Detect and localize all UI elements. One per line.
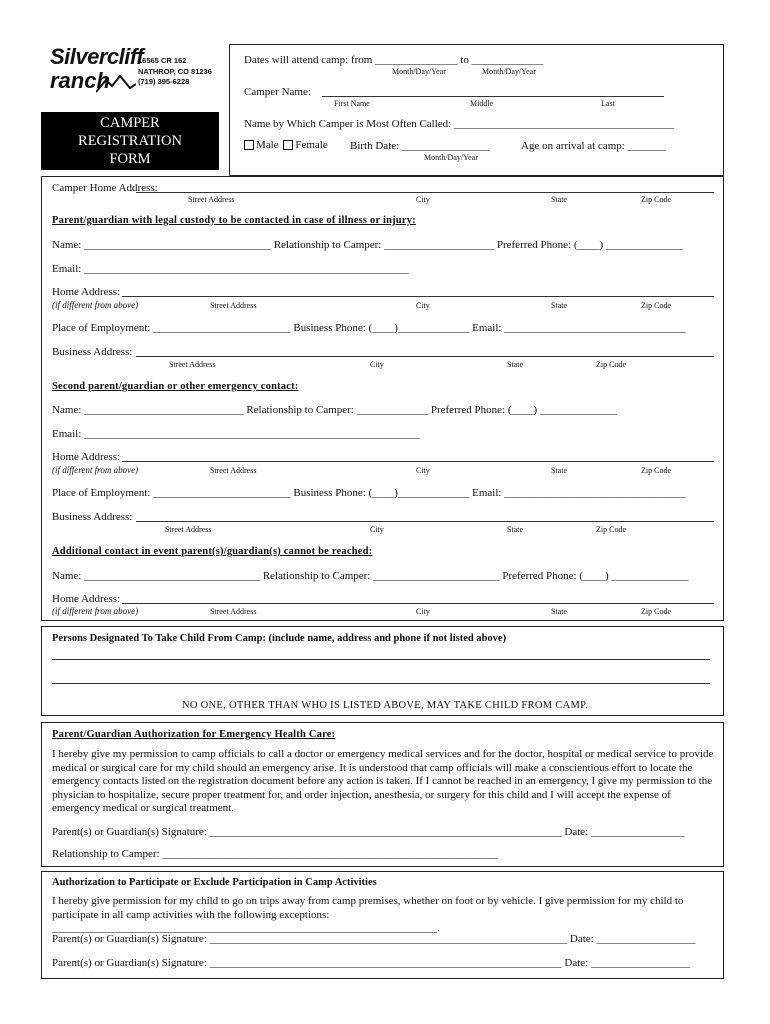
- activities-signature-row-1[interactable]: Parent(s) or Guardian(s) Signature: _________________________________________________________________ Date: __________________: [52, 933, 696, 945]
- camper-home-address-field[interactable]: [136, 192, 714, 193]
- male-label: Male: [256, 139, 279, 151]
- state-sub: State: [551, 607, 567, 616]
- if-different-note: (if different from above): [52, 606, 139, 616]
- city-sub: City: [370, 360, 384, 369]
- state-sub: State: [551, 301, 567, 310]
- zip-sub: Zip Code: [641, 607, 671, 616]
- zip-sub: Zip Code: [596, 525, 626, 534]
- if-different-note: (if different from above): [52, 465, 139, 475]
- parent2-business-address-label: Business Address:: [52, 511, 133, 523]
- date-sub-to: Month/Day/Year: [482, 67, 536, 76]
- parent1-email-field[interactable]: Email: ___________________________________________________________: [52, 263, 409, 275]
- street-sub: Street Address: [210, 466, 257, 475]
- parent2-heading: Second parent/guardian or other emergency contact:: [52, 381, 299, 392]
- camper-name-field[interactable]: [322, 96, 664, 97]
- camper-home-address-label: Camper Home Address:: [52, 182, 158, 194]
- state-sub: State: [551, 195, 567, 204]
- street-sub: Street Address: [210, 607, 257, 616]
- parent1-business-address-label: Business Address:: [52, 346, 133, 358]
- parent2-name-row[interactable]: Name: _____________________________ Relationship to Camper: _____________ Preferred Phone: (____) ______________: [52, 404, 617, 416]
- date-sub-from: Month/Day/Year: [392, 67, 446, 76]
- city-sub: City: [416, 195, 430, 204]
- city-sub: City: [370, 525, 384, 534]
- middle-name-sub: Middle: [470, 99, 494, 108]
- activities-heading: Authorization to Participate or Exclude Participation in Camp Activities: [52, 877, 377, 888]
- male-checkbox[interactable]: [244, 140, 254, 150]
- street-sub: Street Address: [188, 195, 235, 204]
- logo-address1: 16565 CR 162: [138, 56, 187, 65]
- title-line1: CAMPER: [100, 115, 160, 131]
- female-label: Female: [295, 139, 328, 151]
- zip-sub: Zip Code: [641, 301, 671, 310]
- health-paragraph: I hereby give my permission to camp officials to call a doctor or emergency medical services and for the doctor, hospital or medical service to provide medical or surgical care for my child should an emergency arise. It is understood that camp officials will make a conscientious effort to locate the emergency contacts listed on the registration document before any action is taken. If I cannot be reached in an emergency, I give my permission to the physician to hospitalize, secure proper treatment for, and order injection, anesthesia, or surgery for this child and I will accept the expense of emergency medical or surgical treatment.: [52, 748, 714, 814]
- city-sub: City: [416, 301, 430, 310]
- state-sub: State: [551, 466, 567, 475]
- logo-line1: Silvercliff: [50, 44, 144, 69]
- parent2-home-address-label: Home Address:: [52, 451, 121, 463]
- parent1-name-row[interactable]: Name: __________________________________ Relationship to Camper: ____________________ Preferred Phone: (____) ______________: [52, 239, 683, 251]
- if-different-note: (if different from above): [52, 300, 139, 310]
- activities-paragraph[interactable]: I hereby give permission for my child to go on trips away from camp premises, whether on foot or by vehicle. I give permission for my child to participate in all camp activities with the following exceptions: ______________________________________________________________________.: [52, 895, 684, 934]
- street-sub: Street Address: [169, 360, 216, 369]
- title-line3: FORM: [109, 151, 151, 167]
- state-sub: State: [507, 360, 523, 369]
- additional-name-row[interactable]: Name: ________________________________ Relationship to Camper: _______________________ Preferred Phone: (____) ______________: [52, 570, 689, 582]
- city-sub: City: [416, 607, 430, 616]
- logo-address2: NATHROP, CO 81236: [138, 67, 212, 76]
- parent1-employment-row[interactable]: Place of Employment: _________________________ Business Phone: (____)_____________ Email: _________________________________: [52, 322, 686, 334]
- parent1-heading: Parent/guardian with legal custody to be contacted in case of illness or injury:: [52, 215, 416, 226]
- parent2-email-field[interactable]: Email: _____________________________________________________________: [52, 428, 420, 440]
- dates-field[interactable]: Dates will attend camp: from _______________ to _____________: [244, 54, 544, 66]
- zip-sub: Zip Code: [641, 466, 671, 475]
- state-sub: State: [507, 525, 523, 534]
- activities-signature-row-2[interactable]: Parent(s) or Guardian(s) Signature: ________________________________________________________________ Date: __________________: [52, 957, 690, 969]
- street-sub: Street Address: [210, 301, 257, 310]
- logo-line2: ranch: [50, 68, 110, 93]
- female-checkbox[interactable]: [283, 140, 293, 150]
- age-field[interactable]: Age on arrival at camp: _______: [521, 140, 667, 152]
- city-sub: City: [416, 466, 430, 475]
- title-line2: REGISTRATION: [78, 133, 182, 149]
- parent2-employment-row[interactable]: Place of Employment: _________________________ Business Phone: (____)_____________ Email: _________________________________: [52, 487, 686, 499]
- additional-home-address-label: Home Address:: [52, 593, 121, 605]
- parent1-home-address-label: Home Address:: [52, 286, 121, 298]
- birth-date-sub: Month/Day/Year: [424, 153, 478, 162]
- gender-field[interactable]: [244, 139, 328, 151]
- camper-name-label: Camper Name:: [244, 86, 311, 98]
- zip-sub: Zip Code: [641, 195, 671, 204]
- called-name-field[interactable]: Name by Which Camper is Most Often Called: ________________________________________: [244, 118, 674, 130]
- parent2-home-address-field[interactable]: [122, 461, 714, 462]
- last-name-sub: Last: [601, 99, 615, 108]
- title-box: [41, 112, 219, 170]
- logo-phone: (719) 395-6228: [138, 77, 190, 86]
- designated-heading: Persons Designated To Take Child From Camp: (include name, address and phone if not listed above): [52, 633, 507, 644]
- street-sub: Street Address: [165, 525, 212, 534]
- first-name-sub: First Name: [334, 99, 370, 108]
- health-signature-row[interactable]: Parent(s) or Guardian(s) Signature: ________________________________________________________________ Date: _________________: [52, 826, 685, 838]
- additional-heading: Additional contact in event parent(s)/guardian(s) cannot be reached:: [52, 546, 373, 557]
- designated-line-1[interactable]: [52, 659, 710, 660]
- birth-date-field[interactable]: Birth Date: ________________: [350, 140, 490, 152]
- parent1-home-address-field[interactable]: [122, 296, 714, 297]
- health-relationship-row[interactable]: Relationship to Camper: _____________________________________________________________: [52, 848, 498, 860]
- designated-notice: NO ONE, OTHER THAN WHO IS LISTED ABOVE, MAY TAKE CHILD FROM CAMP.: [181, 700, 589, 711]
- parent1-business-address-field[interactable]: [136, 356, 714, 357]
- mountain-icon: [96, 74, 136, 94]
- designated-line-2[interactable]: [52, 683, 710, 684]
- health-heading: Parent/Guardian Authorization for Emergency Health Care:: [52, 729, 336, 740]
- zip-sub: Zip Code: [596, 360, 626, 369]
- parent2-business-address-field[interactable]: [136, 521, 714, 522]
- additional-home-address-field[interactable]: [122, 603, 714, 604]
